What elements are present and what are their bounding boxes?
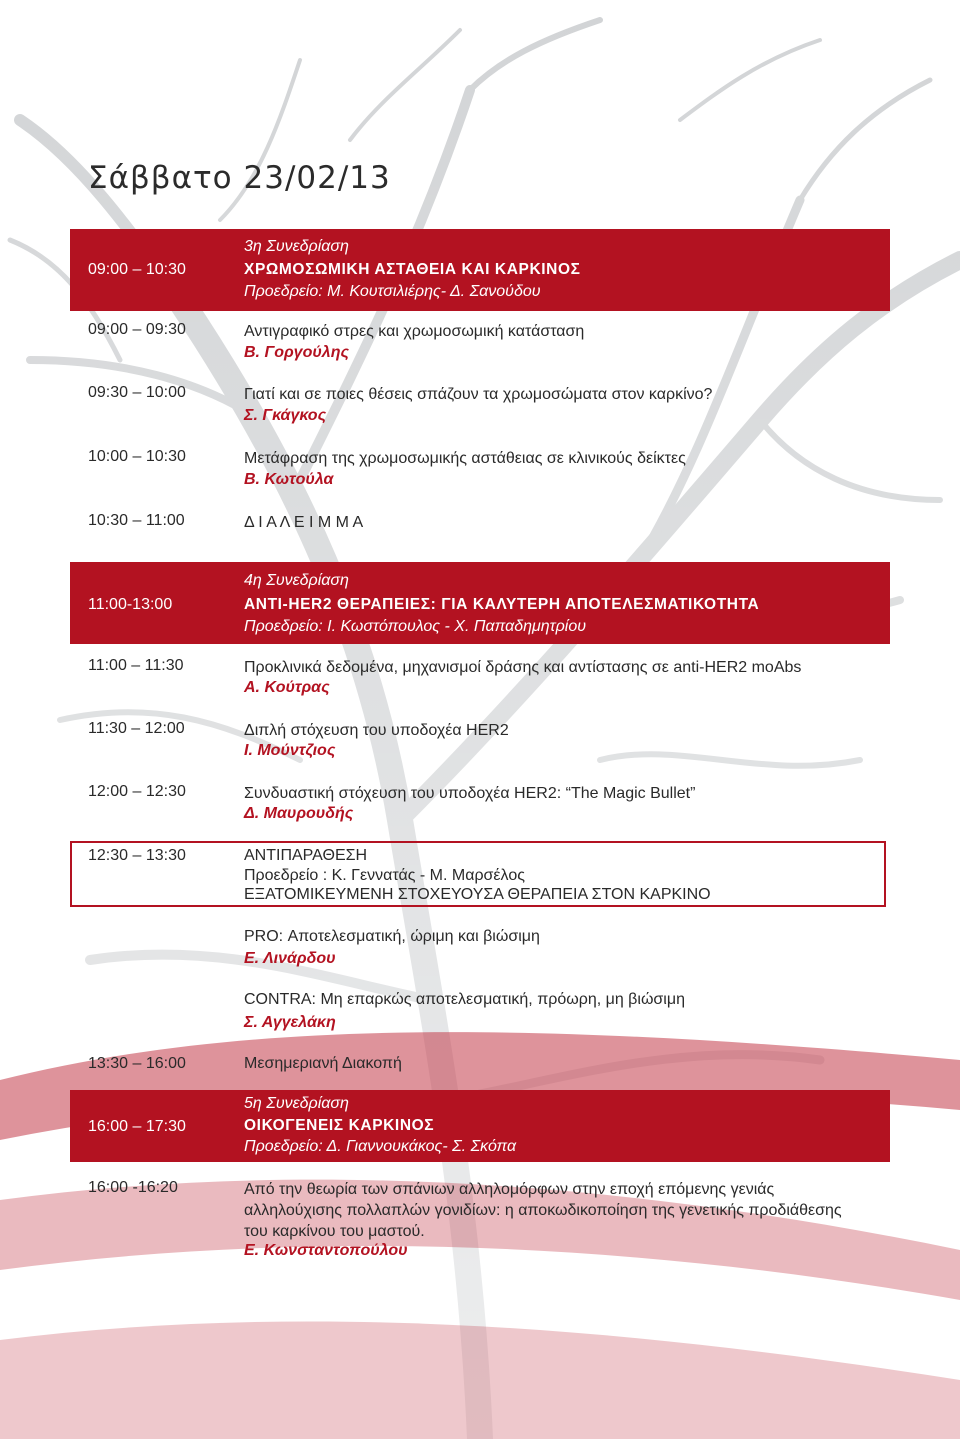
talk-speaker: Β. Γοργούλης — [244, 344, 349, 361]
session-title: ΟΙΚΟΓΕΝΕΙΣ ΚΑΡΚΙΝΟΣ — [244, 1117, 435, 1134]
session-title: ANTI-HER2 ΘΕΡΑΠΕΙΕΣ: ΓΙΑ ΚΑΛΥΤΕΡΗ ΑΠΟΤΕΛΕΣΜΑΤΙΚΟΤΗΤΑ — [244, 596, 760, 613]
session-time: 11:00-13:00 — [88, 596, 173, 613]
talk-speaker: Σ. Γκάγκος — [244, 407, 327, 424]
session-label: 4η Συνεδρίαση — [244, 572, 349, 589]
session-title: ΧΡΩΜΟΣΩΜΙΚΗ ΑΣΤΑΘΕΙΑ ΚΑΙ ΚΑΡΚΙΝΟΣ — [244, 261, 581, 278]
session-chairs: Προεδρείο: Μ. Κουτσιλιέρης- Δ. Σανούδου — [244, 283, 541, 300]
debate-pro-speaker: Ε. Λινάρδου — [244, 950, 336, 967]
talk-title: Διπλή στόχευση του υποδοχέα HER2 — [244, 722, 509, 739]
lunch-title: Μεσημεριανή Διακοπή — [244, 1055, 402, 1072]
session-label: 5η Συνεδρίαση — [244, 1095, 349, 1112]
talk-title: Συνδυαστική στόχευση του υποδοχέα HER2: “The Magic Bullet” — [244, 785, 696, 802]
session-chairs: Προεδρείο: Ι. Κωστόπουλος - Χ. Παπαδημητρίου — [244, 618, 587, 635]
talk-time: 11:30 – 12:00 — [88, 720, 185, 737]
break-time: 10:30 – 11:00 — [88, 512, 185, 529]
talk-title: Προκλινικά δεδομένα, μηχανισμοί δράσης και αντίστασης σε anti-HER2 moAbs — [244, 659, 802, 676]
debate-contra: CONTRA: Μη επαρκώς αποτελεσματική, πρόωρη, μη βιώσιμη — [244, 991, 685, 1008]
page-title: Σάββατο 23/02/13 — [88, 160, 391, 196]
debate-pro: PRO: Αποτελεσματική, ώριμη και βιώσιμη — [244, 928, 540, 945]
debate-title: ΑΝΤΙΠΑΡΑΘΕΣΗ — [244, 847, 368, 864]
debate-time: 12:30 – 13:30 — [88, 847, 186, 864]
talk-title: Από την θεωρία των σπάνιων αλληλομόρφων στην εποχή επόμενης γενιάς αλληλούχισης πολλαπλών γονιδίων: η αποκωδικοποίηση της γενετικής προδιάθεσης του καρκίνου του μαστού. — [244, 1181, 842, 1240]
talk-time: 12:00 – 12:30 — [88, 783, 186, 800]
session-header — [70, 229, 890, 311]
talk-speaker: Ι. Μούντζιος — [244, 742, 336, 759]
session-chairs: Προεδρείο: Δ. Γιαννουκάκος- Σ. Σκόπα — [244, 1138, 517, 1155]
debate-chairs: Προεδρείο : Κ. Γεννατάς - Μ. Μαρσέλος — [244, 867, 525, 884]
talk-speaker: Β. Κωτούλα — [244, 471, 334, 488]
talk-speaker: Ε. Κωνσταντοπούλου — [244, 1242, 408, 1259]
session-time: 16:00 – 17:30 — [88, 1118, 186, 1135]
talk-time: 10:00 – 10:30 — [88, 448, 186, 465]
session-header — [70, 1090, 890, 1162]
talk-time: 11:00 – 11:30 — [88, 657, 184, 674]
talk-time: 09:30 – 10:00 — [88, 384, 186, 401]
debate-topic: ΕΞΑΤΟΜΙΚΕΥΜΕΝΗ ΣΤΟΧΕΥΟΥΣΑ ΘΕΡΑΠΕΙΑ ΣΤΟΝ ΚΑΡΚΙΝΟ — [244, 886, 711, 903]
session-header — [70, 562, 890, 644]
lunch-time: 13:30 – 16:00 — [88, 1055, 186, 1072]
talk-speaker: Α. Κούτρας — [244, 679, 330, 696]
debate-contra-speaker: Σ. Αγγελάκη — [244, 1014, 336, 1031]
talk-time: 09:00 – 09:30 — [88, 321, 186, 338]
break-title: Δ Ι Α Λ Ε Ι Μ Μ Α — [244, 514, 364, 531]
session-label: 3η Συνεδρίαση — [244, 238, 349, 255]
session-time: 09:00 – 10:30 — [88, 261, 186, 278]
talk-time: 16:00 -16:20 — [88, 1179, 178, 1196]
talk-title: Αντιγραφικό στρες και χρωμοσωμική κατάσταση — [244, 323, 585, 340]
talk-title: Γιατί και σε ποιες θέσεις σπάζουν τα χρωμοσώματα στον καρκίνο? — [244, 386, 713, 403]
talk-speaker: Δ. Μαυρουδής — [244, 805, 354, 822]
talk-title: Μετάφραση της χρωμοσωμικής αστάθειας σε κλινικούς δείκτες — [244, 450, 686, 467]
